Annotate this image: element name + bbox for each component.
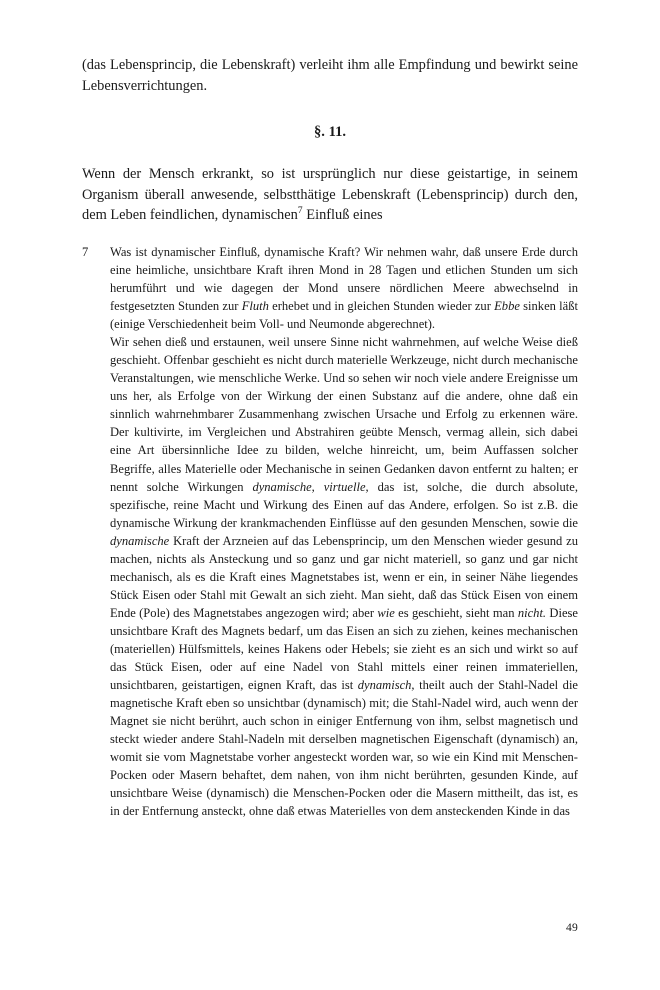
footnote-p2-italic-dynamische: dynamische: [110, 533, 170, 548]
footnote-p2-italic-dynamisch: dynamisch,: [357, 678, 415, 693]
footnote-p1-italic-fluth: Fluth: [241, 299, 269, 314]
body-paragraph-text-part1: Wenn der Mensch erkrankt, so ist ursprünglich nur diese geistartige, in seinem Organism überall anwesende, selbstthätige Lebenskraft (Lebensprincip) durch den, dem Leben feindlichen, dynamischen: [82, 166, 578, 224]
footnote-paragraph-2: [110, 333, 578, 820]
footnote-p2-seg2: das ist, solche, die durch absolute, spezifische, reine Macht und Wirkung des Einen auf das Andere, erfolgen. So ist z.B. die dynamische Wirkung der krankmachenden Einflüsse auf den gesunden Menschen, sowie die: [110, 479, 579, 530]
footnote-p1-seg1: Was ist dynamischer Einfluß, dynamische Kraft? Wir nehmen wahr, daß unsere Erde durch eine heimliche, unsichtbare Kraft ihren Mond in 28 Tagen und etlichen Stunden um sich herumführt und wie dagegen der Mond unsere nördlichen Meere abwechselnd in festgesetzten Stunden zur: [110, 244, 578, 314]
footnote-number: 7: [82, 244, 89, 259]
page-number: 49: [566, 921, 578, 934]
footnote-p1-seg2: erhebet und in gleichen Stunden wieder zur: [268, 299, 495, 314]
footnote-p1-italic-ebbe: Ebbe: [494, 299, 520, 314]
footnote-p1-seg3: sinken läßt (einige Verschiedenheit beim Voll- und Neumonde abgerechnet).: [110, 299, 578, 332]
footnote-p2-italic-nicht: nicht.: [517, 605, 547, 620]
footnote-reference-marker[interactable]: 7: [297, 205, 303, 217]
footnote-p2-italic-wie: wie: [377, 605, 395, 620]
footnote-paragraph-1: [110, 243, 578, 333]
footnote-p2-seg4: es geschieht, sieht man: [394, 605, 518, 620]
continued-paragraph: (das Lebensprincip, die Lebenskraft) verleiht ihm alle Empfindung und bewirkt seine Lebensverrichtungen.: [82, 57, 578, 94]
footnote-p2-seg3: Kraft der Arzneien auf das Lebensprincip, um den Menschen wieder gesund zu machen, nichts als Ansteckung und so ganz und gar nicht materiell, so ganz und gar nicht mechanisch, als es die Kraft eines Magnetstabes ist, wenn er ein, in seiner Nähe liegendes Stück Eisen oder Stahl mit Gewalt an sich zieht. Man sieht, daß das Stück Eisen von einem Ende (Pole) des Magnetstabes angezogen wird; aber: [110, 533, 578, 620]
footnote-row: [82, 243, 578, 821]
section-heading: §. 11.: [313, 124, 347, 141]
body-paragraph: [82, 164, 578, 226]
footnote-p2-seg5: Diese unsichtbare Kraft des Magnets bedarf, um das Eisen an sich zu ziehen, keines mechanischen (materiellen) Hülfsmittels, keines Hakens oder Hebels; sie zieht es an sich und wirkt so auf das Stück Eisen, oder auf eine Nadel von Stahl mittels einer reinen immateriellen, unsichtbaren, geistartigen, eignen Kraft, das ist: [110, 605, 578, 693]
page-content: [82, 55, 578, 820]
footnote-p2-seg1: Wir sehen dieß und erstaunen, weil unsere Sinne nicht wahrnehmen, auf welche Weise dieß geschieht. Offenbar geschieht es nicht durch materielle Werkzeuge, nicht durch mechanische Veranstaltungen, wie menschliche Werke. Und so sehen wir noch viele andere Ereignisse um uns her, als Erfolge von der Wirkung der einen Substanz auf die andere, ohne daß ein sinnlich wahrnehmbarer Zusammenhang zwischen Ursache und Erfolg zu erkennen wäre. Der kultivirte, im Vergleichen und Abstrahiren geübte Mensch, vermag allein, sich dabei eine Art übersinnliche Idee zu bilden, welche hinreicht, um, beim Auffassen solcher Begriffe, alles Materielle oder Mechanische in seinen Gedanken davon entfernt zu halten; er nennt solche Wirkungen: [110, 335, 578, 494]
footnote-p2-italic-dynamische-virtuelle: dynamische, virtuelle,: [252, 479, 369, 494]
footnote-block: [82, 243, 578, 821]
footnote-p2-seg6: theilt auch der Stahl-Nadel die magnetische Kraft eben so unsichtbar (dynamisch) mit; die Stahl-Nadel wird, auch wenn der Magnet sie nicht berührt, auch schon in einiger Entfernung von ihm, selbst magnetisch und steckt wieder andere Stahl-Nadeln mit derselben magnetischen Eigenschaft (dynamisch) an, womit sie vom Magnetstabe vorher angesteckt worden war, so wie ein Kind mit Menschen-Pocken oder Masern behaftet, dem nahen, von ihm nicht berührten, gesunden Kinde, auf unsichtbare Weise (dynamisch) die Menschen-Pocken oder die Masern mittheilt, das ist, es in der Entfernung ansteckt, ohne daß etwas Materielles von dem ansteckenden Kinde in das: [110, 678, 578, 819]
body-paragraph-text-part2: Einfluß eines: [302, 207, 383, 224]
footnote-body: [110, 243, 578, 821]
